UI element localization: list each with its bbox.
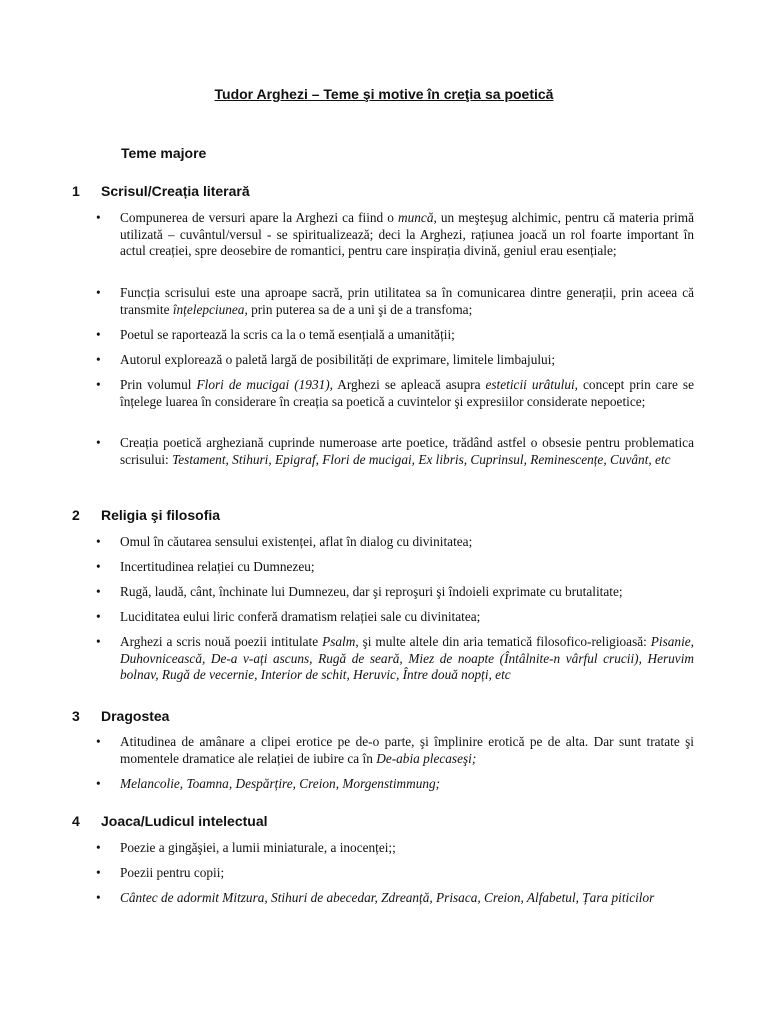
section-heading-1 — [72, 183, 250, 199]
list-item: • Arghezi a scris nouă poezii intitulate Psalm, şi multe altele din aria tematică filosofico-religioasă: Pisanie, Duhovnicească, De-a v-ați ascuns, Rugă de seară, Miez de noapte (Întâlnite-n vârful crucii), Heruvim bolnav, Rugă de vecernie, Interior de schit, Heruvic, Între două nopți, etc — [96, 634, 694, 682]
section-title: Religia şi filosofia — [101, 507, 221, 523]
bullet: • — [96, 634, 101, 649]
section-number: 2 — [72, 507, 80, 523]
list-item: • Incertitudinea relației cu Dumnezeu; — [96, 559, 315, 574]
bullet: • — [96, 435, 101, 450]
list-item: • Melancolie, Toamna, Despărțire, Creion, Morgenstimmung; — [96, 776, 441, 791]
list-item: • Poezie a gingăşiei, a lumii miniaturale, a inocenței;; — [96, 840, 396, 855]
section-number: 1 — [72, 183, 80, 199]
section-title: Joaca/Ludicul intelectual — [101, 813, 268, 829]
bullet: • — [96, 327, 101, 342]
bullet: • — [96, 559, 101, 574]
section-number: 4 — [72, 813, 80, 829]
bullet: • — [96, 609, 101, 624]
list-item: • Creația poetică argheziană cuprinde numeroase arte poetice, trădând astfel o obsesie pentru problematica scrisului: Testament, Stihuri, Epigraf, Flori de mucigai, Ex libris, Cuprinsul, Reminescențe, Cuvânt, etc — [96, 435, 694, 467]
section-heading-3 — [72, 708, 169, 724]
section-title: Scrisul/Creația literară — [101, 183, 250, 199]
list-item: • Prin volumul Flori de mucigai (1931), Arghezi se apleacă asupra esteticii urâtului, concept prin care se înțelege luarea în considerare în creația sa poetică a cuvintelor şi expresiilor considerate nepoetice; — [96, 377, 694, 409]
bullet: • — [96, 584, 101, 599]
bullet: • — [96, 210, 101, 225]
bullet: • — [96, 534, 101, 549]
list-item: • Poezii pentru copii; — [96, 865, 225, 880]
list-item: • Cântec de adormit Mitzura, Stihuri de abecedar, Zdreanță, Prisaca, Creion, Alfabetul, Țara piticilor — [96, 890, 655, 905]
list-item: • Compunerea de versuri apare la Arghezi ca fiind o muncă, un meşteşug alchimic, pentru că materia primă utilizată – cuvântul/versul - se spiritualizează; deci la Arghezi, rațiunea joacă un rol foarte important în actul creației, spre deosebire de romantici, pentru care inspirația divină, geniul erau esențiale; — [96, 210, 694, 258]
bullet: • — [96, 840, 101, 855]
section-heading-4 — [72, 813, 268, 829]
bullet: • — [96, 285, 101, 300]
list-item: • Atitudinea de amânare a clipei erotice pe de-o parte, şi împlinire erotică pe de alta. Dar sunt tratate şi momentele dramatice ale relației de iubire ca în De-abia plecaseşi; — [96, 734, 694, 766]
list-item: • Rugă, laudă, cânt, închinate lui Dumnezeu, dar şi reproşuri şi îndoieli exprimate cu brutalitate; — [96, 584, 623, 599]
section-heading-2 — [72, 507, 220, 523]
bullet: • — [96, 890, 101, 905]
bullet: • — [96, 776, 101, 791]
list-item: • Omul în căutarea sensului existenței, aflat în dialog cu divinitatea; — [96, 534, 473, 549]
subtitle: Teme majore — [121, 145, 207, 161]
document-title: Tudor Arghezi – Teme şi motive în creţia sa poetică — [214, 86, 554, 102]
list-item: • Funcția scrisului este una aproape sacră, prin utilitatea sa în comunicarea dintre generații, prin aceea că transmite înțelepciunea, prin puterea sa de a uni şi de a transfoma; — [96, 285, 694, 317]
list-item: • Poetul se raportează la scris ca la o temă esențială a umanității; — [96, 327, 455, 342]
section-number: 3 — [72, 708, 80, 724]
list-item: • Luciditatea eului liric conferă dramatism relației sale cu divinitatea; — [96, 609, 481, 624]
bullet: • — [96, 377, 101, 392]
list-item: • Autorul explorează o paletă largă de posibilități de exprimare, limitele limbajului; — [96, 352, 556, 367]
bullet: • — [96, 352, 101, 367]
section-title: Dragostea — [101, 708, 170, 724]
bullet: • — [96, 865, 101, 880]
bullet: • — [96, 734, 101, 749]
